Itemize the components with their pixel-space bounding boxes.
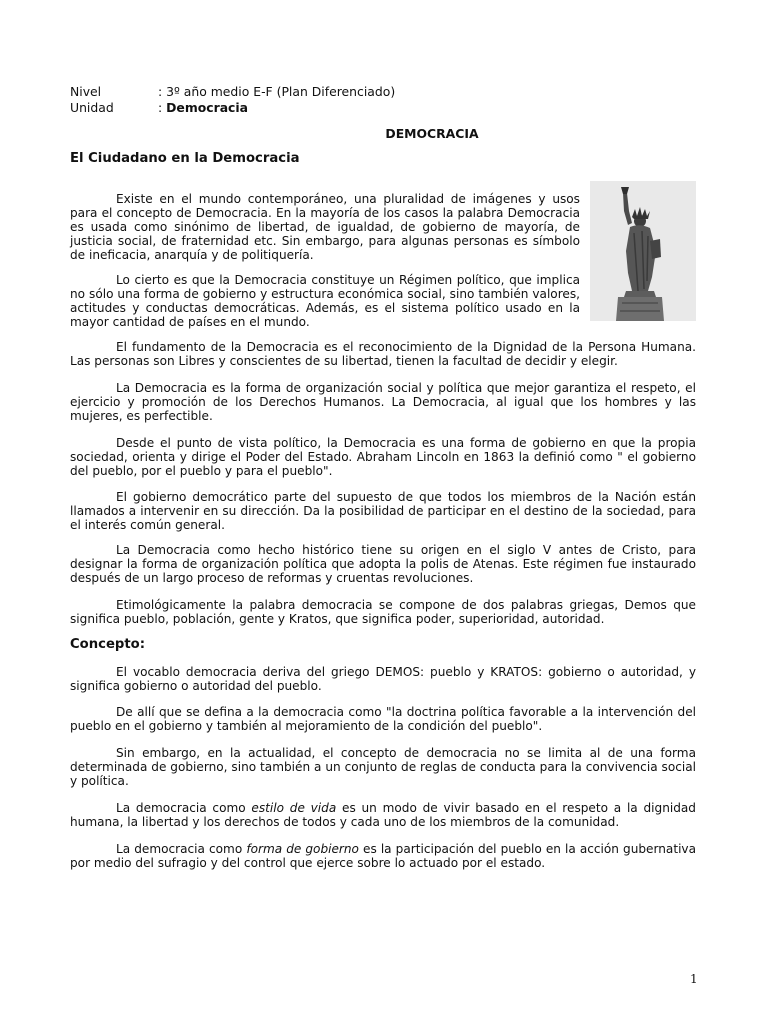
page-number: 1	[690, 972, 698, 986]
unidad-label: Unidad	[70, 100, 114, 115]
section-title-ciudadano: El Ciudadano en la Democracia	[70, 151, 300, 166]
paragraph-text: La democracia como	[116, 842, 247, 856]
document-header	[70, 84, 395, 116]
paragraph-text: La democracia como	[116, 801, 252, 815]
nivel-row	[70, 84, 395, 100]
paragraph: El gobierno democrático parte del supuesto de que todos los miembros de la Nación están llamados a intervenir en su dirección. Da la posibilidad de participar en el destino de la sociedad, para el interés común general.	[70, 490, 696, 533]
paragraph: De allí que se defina a la democracia como "la doctrina política favorable a la intervención del pueblo en el gobierno y también al mejoramiento de la condición del pueblo".	[70, 705, 696, 734]
paragraph	[70, 842, 696, 870]
paragraph: El vocablo democracia deriva del griego DEMOS: pueblo y KRATOS: gobierno o autoridad, y significa gobierno o autoridad del pueblo.	[70, 665, 696, 694]
paragraph: La Democracia es la forma de organización social y política que mejor garantiza el respeto, el ejercicio y promoción de los Derechos Humanos. La Democracia, al igual que los hombres y las mujeres, es perfectible.	[70, 381, 696, 424]
nivel-value: : 3º año medio E-F (Plan Diferenciado)	[158, 84, 396, 99]
paragraph	[70, 801, 696, 829]
section-title-concepto: Concepto:	[70, 637, 145, 652]
paragraph: Lo cierto es que la Democracia constituye un Régimen político, que implica no sólo una forma de gobierno y estructura económica social, sino también valores, actitudes y conductas democráticas. Además, es el sistema político usado en la mayor cantidad de países en el mundo.	[70, 273, 580, 330]
paragraph: Sin embargo, en la actualidad, el concepto de democracia no se limita al de una forma determinada de gobierno, sino también a un conjunto de reglas de conducta para la convivencia social y política.	[70, 746, 696, 789]
paragraph: Existe en el mundo contemporáneo, una pluralidad de imágenes y usos para el concepto de Democracia. En la mayoría de los casos la palabra Democracia es usada como sinónimo de libertad, de igualdad, de gobierno de mayoría, de justicia social, de fraternidad etc. Sin embargo, para algunas personas es símbolo de ineficacia, anarquía y de politiquería.	[70, 192, 580, 263]
paragraph: Desde el punto de vista político, la Democracia es una forma de gobierno en que la propia sociedad, orienta y dirige el Poder del Estado. Abraham Lincoln en 1863 la definió como " el gobierno del pueblo, por el pueblo y para el pueblo".	[70, 436, 696, 479]
document-title: DEMOCRACIA	[385, 126, 479, 141]
unidad-colon: :	[158, 100, 167, 115]
unidad-value: Democracia	[166, 100, 249, 115]
emphasis-forma-de-gobierno: forma de gobierno	[246, 842, 359, 856]
statue-of-liberty-image	[590, 181, 696, 321]
paragraph-text: es la participación del pueblo en la acción gubernativa por medio del sufragio y del control que ejerce sobre lo actuado por el estado.	[70, 842, 696, 871]
paragraph: El fundamento de la Democracia es el reconocimiento de la Dignidad de la Persona Humana. Las personas son Libres y conscientes de su libertad, tienen la facultad de decidir y elegir.	[70, 340, 696, 369]
nivel-label: Nivel	[70, 84, 102, 99]
paragraph: Etimológicamente la palabra democracia se compone de dos palabras griegas, Demos que significa pueblo, población, gente y Kratos, que significa poder, superioridad, autoridad.	[70, 598, 696, 627]
paragraph: La Democracia como hecho histórico tiene su origen en el siglo V antes de Cristo, para designar la forma de organización política que adopta la polis de Atenas. Este régimen fue instaurado después de un largo proceso de reformas y cruentas revoluciones.	[70, 543, 696, 586]
paragraph-text: es un modo de vivir basado en el respeto a la dignidad humana, la libertad y los derechos de todos y cada uno de los miembros de la comunidad.	[70, 801, 696, 830]
unidad-row	[70, 100, 395, 116]
emphasis-estilo-de-vida: estilo de vida	[251, 801, 337, 815]
